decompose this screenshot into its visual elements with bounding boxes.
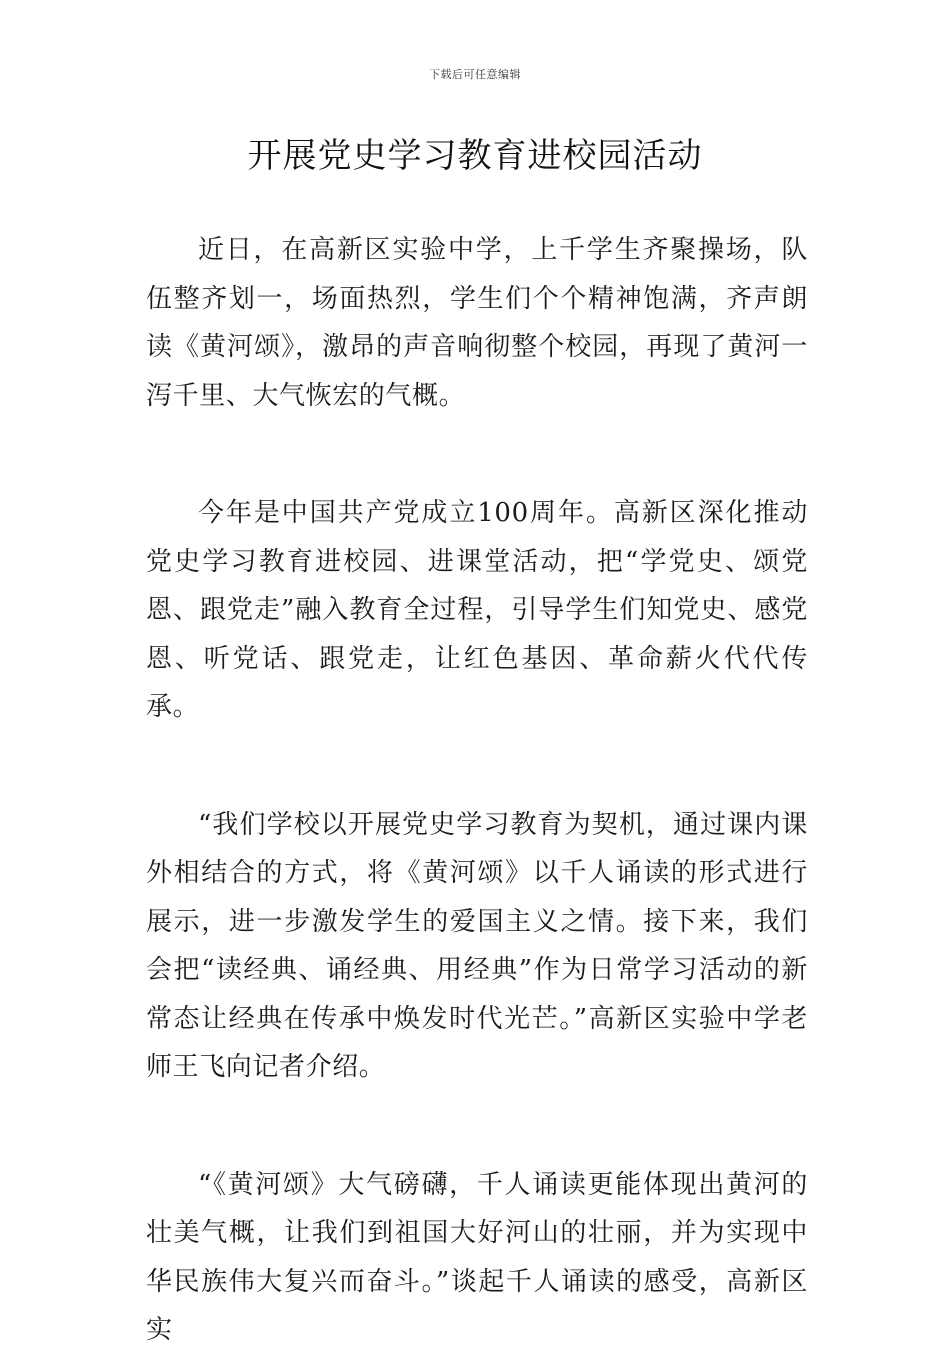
header-note: 下载后可任意编辑 <box>429 68 521 81</box>
document-title: 开展党史学习教育进校园活动 <box>247 136 703 176</box>
paragraph-3: “我们学校以开展党史学习教育为契机，通过课内课外相结合的方式，将《黄河颂》以千人诵读的形式进行展示，进一步激发学生的爱国主义之情。接下来，我们会把“读经典、诵经典、用经典”作为日常学习活动的新常态让经典在传承中焕发时代光芒。”高新区实验中学老师王飞向记者介绍。 <box>146 809 808 1082</box>
paragraph-2: 今年是中国共产党成立100周年。高新区深化推动党史学习教育进校园、进课堂活动，把“学党史、颂党恩、跟党走”融入教育全过程，引导学生们知党史、感党恩、听党话、跟党走，让红色基因、革命薪火代代传承。 <box>146 498 808 722</box>
paragraph-1: 近日，在高新区实验中学，上千学生齐聚操场，队伍整齐划一，场面热烈，学生们个个精神饱满，齐声朗读《黄河颂》，激昂的声音响彻整个校园，再现了黄河一泻千里、大气恢宏的气概。 <box>146 235 808 411</box>
document-body <box>146 226 808 1355</box>
paragraph-4: “《黄河颂》大气磅礴，千人诵读更能体现出黄河的壮美气概，让我们到祖国大好河山的壮丽，并为实现中华民族伟大复兴而奋斗。”谈起千人诵读的感受，高新区实 <box>146 1169 808 1345</box>
